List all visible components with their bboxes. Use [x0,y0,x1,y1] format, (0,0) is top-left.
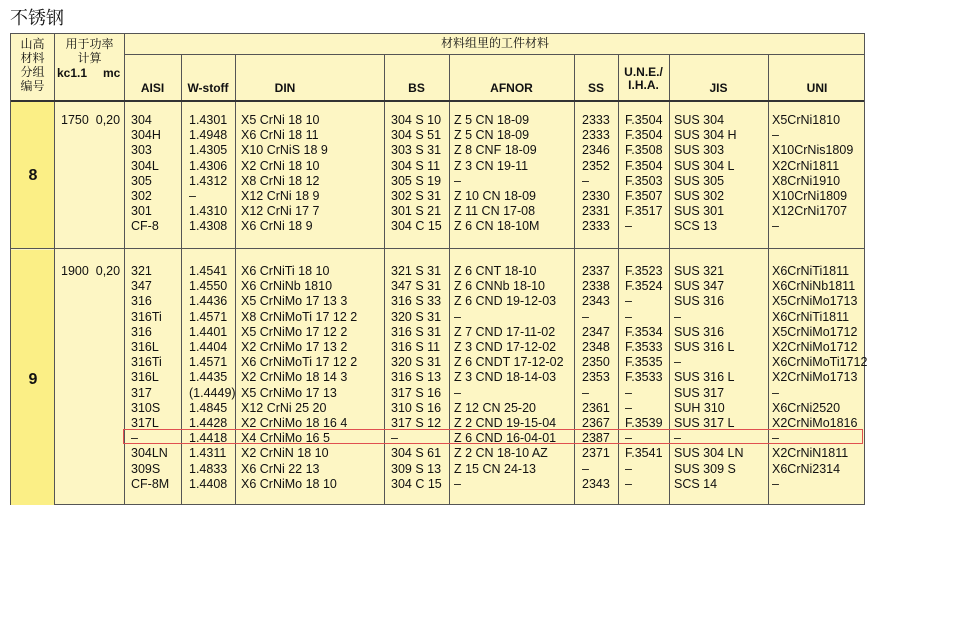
cell-jis: SUS 317 L [674,416,735,430]
cell-bs: 320 S 31 [391,355,442,370]
cell-jis: SUH 310 [674,400,725,415]
cell-din: X6 CrNi 18 11 [241,128,319,143]
cell-afnor: Z 6 CND 16-04-01 [454,431,557,446]
cell-wstoff: 1.4301 [189,113,228,127]
cell-bs: 316 S 31 [391,324,442,339]
cell-aisi: 316Ti [131,355,162,370]
cell-ss: – [582,173,589,188]
cell-ss: 2331 [582,204,610,219]
cell-din: X5 CrNiMo 17 13 [241,385,337,400]
cell-din: X12 CrNi 25 20 [241,400,327,415]
col-header-uni: UNI [806,81,828,95]
cell-jis: SUS 347 [674,279,725,294]
cell-aisi: 302 [131,189,152,203]
power-values-8: 1750 0,20 [61,113,121,127]
materials-span-header: 材料组里的工件材料 [440,36,549,50]
cell-afnor: Z 11 CN 17-08 [454,204,536,219]
cell-bs: 304 S 10 [391,113,442,127]
cell-uni: X2CrNiMo1816 [772,416,858,430]
cell-wstoff: 1.4571 [189,309,228,324]
cell-uni: X6CrNi2314 [772,461,841,476]
cell-une: F.3508 [625,143,663,158]
cell-une: – [625,385,632,400]
cell-une: F.3504 [625,113,663,127]
cell-aisi: 303 [131,143,152,158]
cell-bs: 310 S 16 [391,400,442,415]
cell-une: F.3504 [625,158,663,173]
cell-din: X2 CrNi 18 10 [241,158,320,173]
cell-bs: 316 S 11 [391,340,441,354]
cell-afnor: – [454,173,461,188]
cell-aisi: 309S [131,461,161,476]
cell-uni: X8CrNi1910 [772,173,841,188]
cell-aisi: 317L [131,416,159,430]
cell-uni: X12CrNi1707 [772,204,848,219]
cell-bs: 347 S 31 [391,279,442,294]
cell-aisi: 304LN [131,446,168,461]
cell-afnor: Z 6 CND 19-12-03 [454,294,557,309]
power-values-9: 1900 0,20 [61,264,121,278]
cell-une: F.3523 [625,264,663,278]
cell-din: X12 CrNi 17 7 [241,204,320,219]
cell-aisi: 316L [131,340,159,354]
cell-din: X12 CrNi 18 9 [241,189,320,203]
cell-afnor: Z 10 CN 18-09 [454,189,536,203]
col-header-wstoff: W-stoff [187,81,229,95]
cell-bs: 302 S 31 [391,189,442,203]
cell-wstoff: 1.4401 [189,324,228,339]
cell-aisi: – [131,431,138,446]
cell-jis: SCS 13 [674,219,718,234]
cell-din: X4 CrNiMo 16 5 [241,431,330,446]
cell-din: X6 CrNiMoTi 17 12 2 [241,355,358,370]
cell-aisi: 304H [131,128,161,143]
cell-uni: X2CrNiMo1712 [772,340,858,354]
cell-uni: X6CrNiMoTi1712 [772,355,868,370]
cell-afnor: Z 2 CN 18-10 AZ [454,446,548,461]
cell-jis: SUS 304 H [674,128,737,143]
cell-uni: X5CrNiMo1712 [772,324,858,339]
mc-header: mc [103,66,121,80]
cell-uni: X6CrNi2520 [772,400,841,415]
cell-wstoff: 1.4845 [189,400,228,415]
col-header-aisi: AISI [140,81,165,95]
cell-jis: SCS 14 [674,476,718,491]
cell-afnor: Z 7 CND 17-11-02 [454,324,556,339]
cell-afnor: – [454,309,461,324]
cell-wstoff: 1.4428 [189,416,228,430]
cell-jis: SUS 316 L [674,340,735,354]
cell-afnor: Z 2 CND 19-15-04 [454,416,557,430]
cell-uni: X5CrNi1810 [772,113,841,127]
cell-ss: 2387 [582,431,610,446]
cell-une: F.3534 [625,324,663,339]
cell-afnor: Z 3 CN 19-11 [454,158,529,173]
cell-afnor: Z 6 CN 18-10M [454,219,540,234]
cell-ss: 2353 [582,370,610,385]
cell-wstoff: 1.4308 [189,219,228,234]
cell-ss: 2352 [582,158,610,173]
cell-aisi: 305 [131,173,152,188]
cell-afnor: Z 12 CN 25-20 [454,400,536,415]
cell-uni: X2CrNi1811 [772,158,840,173]
cell-afnor: – [454,476,461,491]
cell-une: F.3524 [625,279,663,294]
highlighted-row-frame [123,429,863,444]
cell-wstoff: 1.4305 [189,143,228,158]
cell-din: X6 CrNiNb 1810 [241,279,333,294]
cell-aisi: 316L [131,370,159,385]
cell-uni: – [772,385,779,400]
cell-din: X8 CrNiMoTi 17 12 2 [241,309,358,324]
cell-jis: SUS 301 [674,204,725,219]
cell-une: – [625,476,632,491]
cell-une: – [625,400,632,415]
cell-une: – [625,294,632,309]
cell-uni: X6CrNiNb1811 [772,279,856,294]
cell-din: X8 CrNi 18 12 [241,173,320,188]
cell-wstoff: 1.4550 [189,279,228,294]
cell-wstoff: (1.4449) [189,385,236,400]
cell-wstoff: 1.4418 [189,431,228,446]
cell-aisi: CF-8 [131,219,159,234]
cell-ss: 2338 [582,279,610,294]
col-header-une-iha: U.N.E./ I.H.A. [624,65,663,92]
cell-bs: 304 S 61 [391,446,442,461]
cell-uni: X5CrNiMo1713 [772,294,858,309]
cell-ss: 2371 [582,446,610,461]
cell-jis: SUS 303 [674,143,725,158]
cell-aisi: 304 [131,113,152,127]
cell-uni: – [772,431,779,446]
cell-wstoff: 1.4404 [189,340,228,354]
cell-jis: SUS 304 [674,113,725,127]
cell-wstoff: 1.4436 [189,294,228,309]
cell-afnor: Z 6 CNDT 17-12-02 [454,355,564,370]
cell-ss: 2333 [582,128,610,143]
cell-une: – [625,309,632,324]
cell-une: – [625,219,632,234]
cell-afnor: Z 3 CND 17-12-02 [454,340,557,354]
cell-bs: 304 S 11 [391,158,441,173]
cell-aisi: 304L [131,158,159,173]
cell-bs: 309 S 13 [391,461,442,476]
cell-bs: 304 S 51 [391,128,442,143]
cell-bs: 301 S 21 [391,204,442,219]
cell-une: F.3503 [625,173,663,188]
cell-din: X5 CrNi 18 10 [241,113,320,127]
cell-une: F.3535 [625,355,663,370]
cell-afnor: Z 3 CND 18-14-03 [454,370,557,385]
cell-jis: – [674,355,681,370]
col-header-ss: SS [587,81,604,95]
cell-une: F.3539 [625,416,663,430]
group-number-9: 9 [28,371,38,388]
cell-ss: 2343 [582,476,610,491]
cell-jis: SUS 317 [674,385,725,400]
cell-din: X6 CrNi 22 13 [241,461,320,476]
col-header-afnor: AFNOR [490,81,533,95]
cell-jis: – [674,431,681,446]
cell-uni: X6CrNiTi1811 [772,309,850,324]
cell-wstoff: 1.4948 [189,128,228,143]
cell-une: F.3517 [625,204,663,219]
cell-uni: X2CrNiMo1713 [772,370,858,385]
cell-bs: 303 S 31 [391,143,442,158]
cell-afnor: Z 6 CNNb 18-10 [454,279,546,294]
cell-afnor: Z 15 CN 24-13 [454,461,536,476]
cell-ss: 2367 [582,416,610,430]
cell-ss: 2333 [582,219,610,234]
col-header-jis: JIS [709,81,728,95]
cell-afnor: Z 8 CNF 18-09 [454,143,537,158]
cell-une: F.3504 [625,128,663,143]
cell-jis: SUS 304 LN [674,446,744,461]
cell-jis: SUS 309 S [674,461,736,476]
cell-uni: – [772,219,779,234]
cell-uni: – [772,476,779,491]
stainless-steel-table [10,33,868,505]
cell-ss: 2337 [582,264,610,278]
cell-wstoff: 1.4312 [189,173,228,188]
cell-wstoff: 1.4306 [189,158,228,173]
cell-uni: X6CrNiTi1811 [772,264,850,278]
cell-ss: – [582,385,589,400]
cell-wstoff: 1.4310 [189,204,228,219]
col-header-din: DIN [274,81,296,95]
cell-une: F.3533 [625,370,663,385]
cell-uni: X10CrNis1809 [772,143,854,158]
cell-une: – [625,431,632,446]
cell-din: X6 CrNiTi 18 10 [241,264,330,278]
cell-ss: – [582,461,589,476]
cell-wstoff: 1.4408 [189,476,228,491]
cell-afnor: Z 5 CN 18-09 [454,128,530,143]
group-number-header: 山高 材料 分组 编号 [20,37,45,93]
cell-aisi: 310S [131,400,161,415]
kc-header: kc1.1 [57,66,88,80]
col-header-bs: BS [408,81,425,95]
cell-jis: SUS 321 [674,264,725,278]
cell-ss: 2343 [582,294,610,309]
cell-aisi: 347 [131,279,152,294]
cell-wstoff: – [189,189,196,203]
cell-ss: 2348 [582,340,610,354]
cell-ss: 2346 [582,143,610,158]
cell-din: X2 CrNiMo 18 16 4 [241,416,348,430]
cell-aisi: CF-8M [131,476,170,491]
cell-jis: – [674,309,681,324]
cell-din: X2 CrNiMo 18 14 3 [241,370,348,385]
cell-une: F.3533 [625,340,663,354]
cell-jis: SUS 305 [674,173,725,188]
cell-ss: 2330 [582,189,610,203]
cell-din: X6 CrNiMo 18 10 [241,476,337,491]
cell-afnor: – [454,385,461,400]
power-calc-header: 用于功率 计算 [65,37,114,65]
cell-din: X5 CrNiMo 17 12 2 [241,324,348,339]
cell-din: X10 CrNiS 18 9 [241,143,328,158]
cell-bs: 305 S 19 [391,173,442,188]
cell-uni: X2CrNiN1811 [772,446,849,461]
cell-din: X6 CrNi 18 9 [241,219,313,234]
cell-bs: 320 S 31 [391,309,442,324]
cell-din: X2 CrNiN 18 10 [241,446,329,461]
cell-jis: SUS 316 [674,324,725,339]
cell-jis: SUS 302 [674,189,725,203]
cell-ss: 2347 [582,324,610,339]
cell-jis: SUS 304 L [674,158,735,173]
cell-din: X5 CrNiMo 17 13 3 [241,294,348,309]
cell-ss: – [582,309,589,324]
cell-une: F.3507 [625,189,663,203]
cell-din: X2 CrNiMo 17 13 2 [241,340,348,354]
cell-jis: SUS 316 L [674,370,735,385]
cell-wstoff: 1.4833 [189,461,228,476]
cell-aisi: 316 [131,324,152,339]
cell-ss: 2361 [582,400,610,415]
cell-aisi: 316 [131,294,152,309]
cell-bs: 321 S 31 [391,264,442,278]
cell-uni: – [772,128,779,143]
cell-wstoff: 1.4311 [189,446,227,461]
cell-wstoff: 1.4541 [189,264,228,278]
cell-bs: 316 S 13 [391,370,442,385]
cell-uni: X10CrNi1809 [772,189,848,203]
cell-bs: – [391,431,398,446]
cell-une: F.3541 [625,446,663,461]
cell-ss: 2350 [582,355,610,370]
cell-wstoff: 1.4571 [189,355,228,370]
cell-aisi: 301 [131,204,152,219]
cell-bs: 304 C 15 [391,219,442,234]
group-number-8: 8 [28,167,38,184]
cell-afnor: Z 6 CNT 18-10 [454,264,537,278]
cell-bs: 316 S 33 [391,294,442,309]
cell-une: – [625,461,632,476]
cell-jis: SUS 316 [674,294,725,309]
page-title: 不锈钢 [10,8,64,29]
cell-aisi: 321 [131,264,152,278]
cell-afnor: Z 5 CN 18-09 [454,113,530,127]
cell-bs: 317 S 16 [391,385,442,400]
cell-ss: 2333 [582,113,610,127]
cell-bs: 317 S 12 [391,416,442,430]
cell-wstoff: 1.4435 [189,370,228,385]
cell-bs: 304 C 15 [391,476,442,491]
cell-aisi: 317 [131,385,152,400]
cell-aisi: 316Ti [131,309,162,324]
